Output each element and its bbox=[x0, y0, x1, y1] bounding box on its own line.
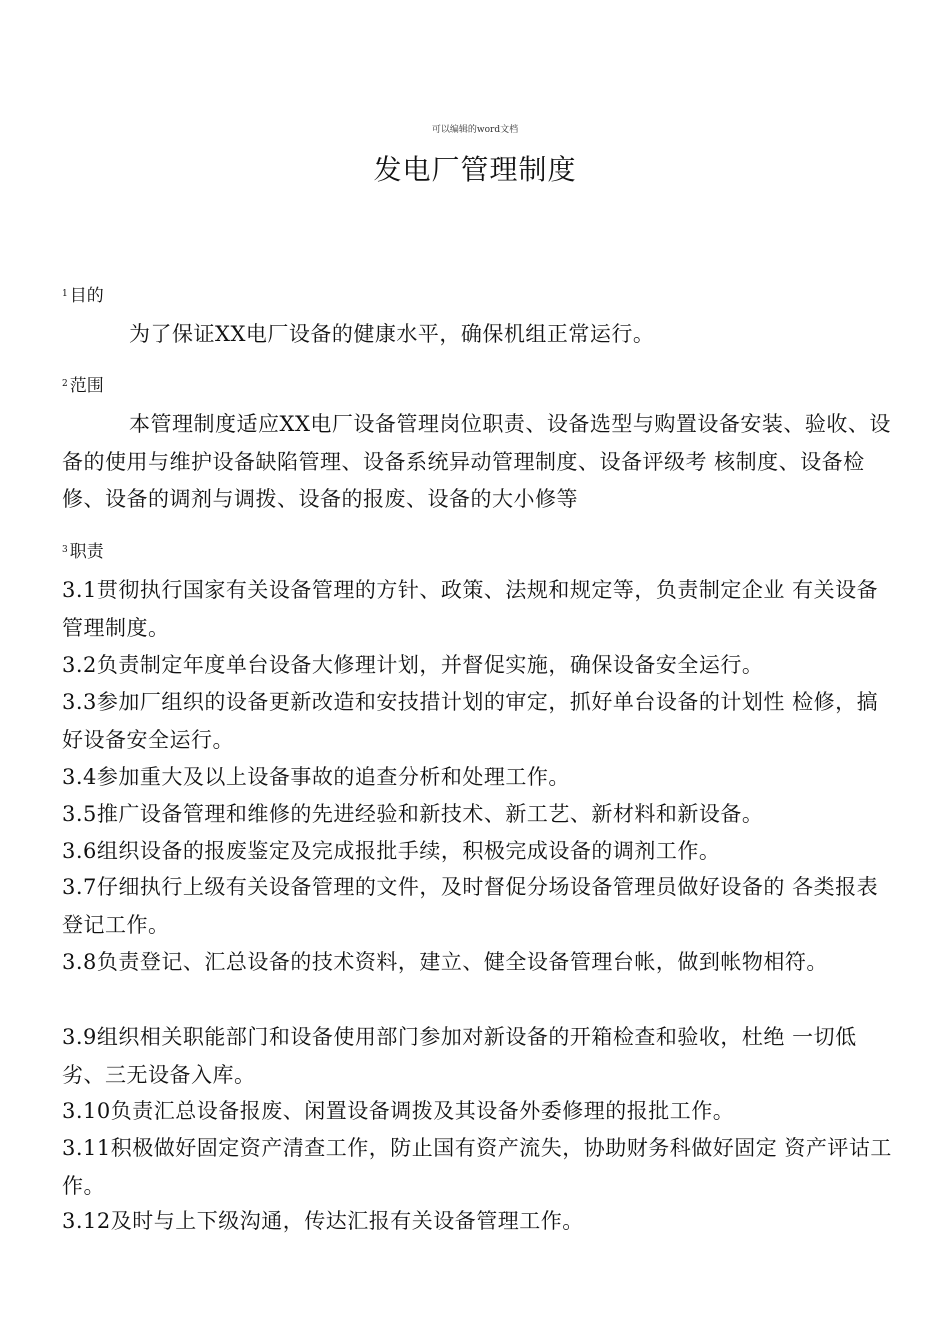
duty-item: 3.9组织相关职能部门和设备使用部门参加对新设备的开箱检查和验收，杜绝 一切低劣、三无设备入库。 bbox=[62, 1025, 857, 1087]
section-heading-label: 职责 bbox=[69, 542, 104, 562]
section-number: 1 bbox=[62, 289, 68, 299]
duty-item: 3.5推广设备管理和维修的先进经验和新技术、新工艺、新材料和新设备。 bbox=[62, 802, 764, 826]
section-body-scope: 本管理制度适应XX电厂设备管理岗位职责、设备选型与购置设备安装、验收、设备的使用与维护设备缺陷管理、设备系统异动管理制度、设备评级考 核制度、设备检修、设备的调剂与调拨、设备的报废、设备的大小修等 bbox=[62, 412, 891, 511]
document-title: 发电厂管理制度 bbox=[373, 153, 577, 186]
duty-item: 3.11积极做好固定资产清查工作，防止国有资产流失，协助财务科做好固定 资产评诂工作。 bbox=[62, 1136, 892, 1198]
duty-item: 3.4参加重大及以上设备事故的追查分析和处理工作。 bbox=[62, 765, 570, 789]
duty-item: 3.2负责制定年度单台设备大修理计划，并督促实施，确保设备安全运行。 bbox=[62, 653, 764, 677]
section-body-purpose: 为了保证XX电厂设备的健康水平，确保机组正常运行。 bbox=[129, 322, 655, 346]
duty-item: 3.8负责登记、汇总设备的技术资料，建立、健全设备管理台帐，做到帐物相符。 bbox=[62, 950, 828, 974]
duty-item: 3.3参加厂组织的设备更新改造和安技措计划的审定，抓好单台设备的计划性 检修，搞好设备安全运行。 bbox=[62, 690, 879, 752]
duty-item: 3.10负责汇总设备报废、闲置设备调拨及其设备外委修理的报批工作。 bbox=[62, 1099, 735, 1123]
section-number: 3 bbox=[62, 545, 68, 555]
duty-item: 3.1贯彻执行国家有关设备管理的方针、政策、法规和规定等，负责制定企业 有关设备管理制度。 bbox=[62, 578, 879, 640]
section-heading-label: 范围 bbox=[69, 376, 104, 396]
duty-item: 3.7仔细执行上级有关设备管理的文件，及时督促分场设备管理员做好设备的 各类报表登记工作。 bbox=[62, 875, 879, 937]
section-number: 2 bbox=[62, 379, 68, 389]
section-heading-scope bbox=[62, 374, 104, 398]
section-heading-purpose bbox=[62, 284, 104, 308]
duty-item: 3.12及时与上下级沟通，传达汇报有关设备管理工作。 bbox=[62, 1209, 584, 1233]
header-note: 可以编辑的word文档 bbox=[431, 125, 519, 135]
duty-item: 3.6组织设备的报废鉴定及完成报批手续，积极完成设备的调剂工作。 bbox=[62, 839, 721, 863]
section-heading-duties bbox=[62, 540, 104, 564]
section-heading-label: 目的 bbox=[69, 286, 104, 306]
